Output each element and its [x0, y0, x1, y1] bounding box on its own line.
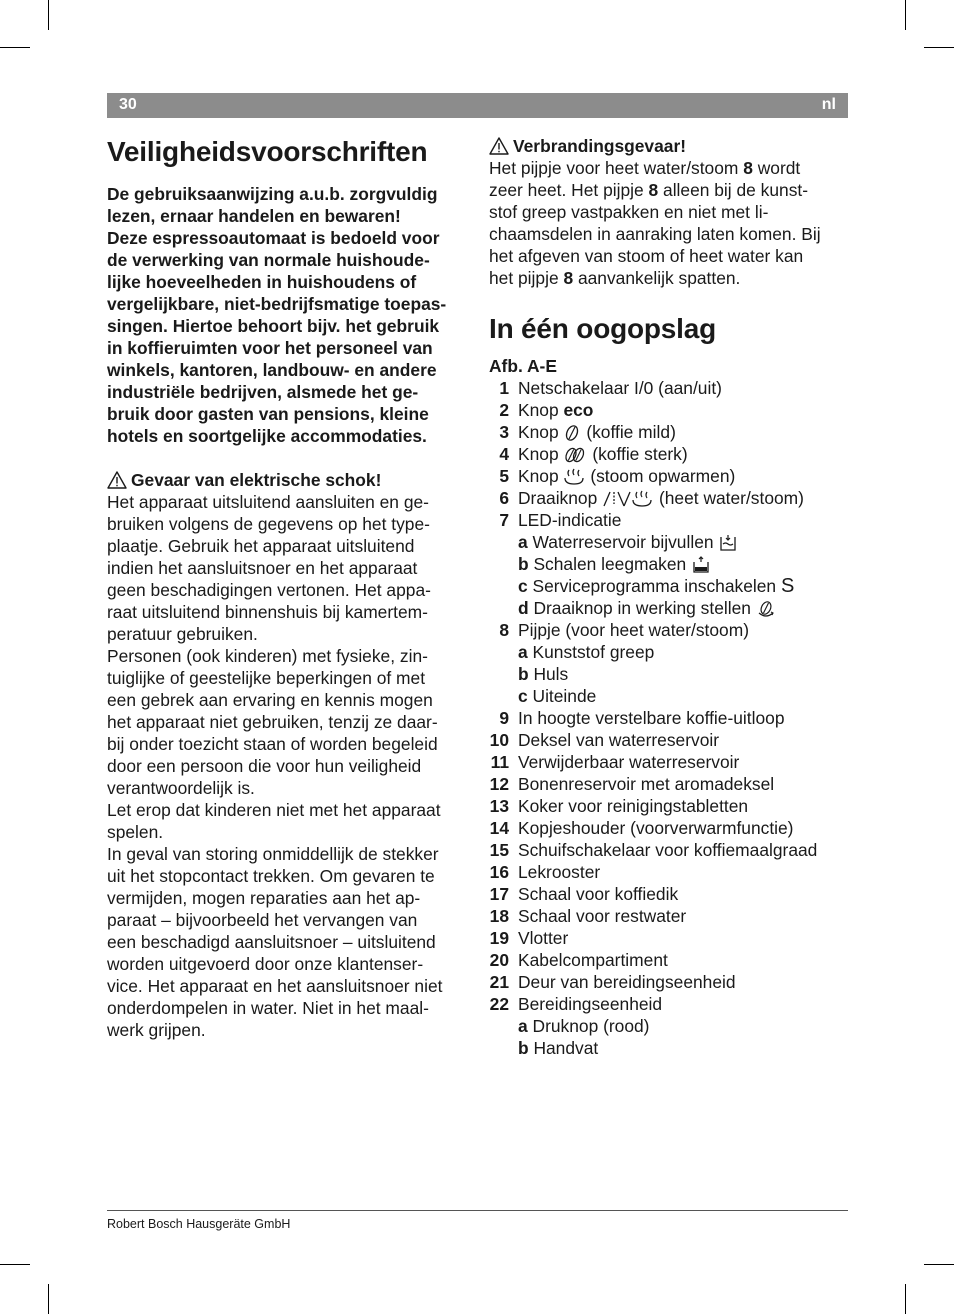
crop-mark	[0, 47, 30, 48]
page-number: 30	[119, 96, 137, 113]
warning-triangle-icon	[489, 137, 509, 155]
crop-mark	[924, 47, 954, 48]
text-line: singen. Hiertoe behoort bijv. het gebruik	[107, 316, 440, 336]
list-subitem: a Waterreservoir bijvullen	[489, 531, 849, 553]
text-line: verantwoordelijk is.	[107, 778, 255, 798]
figure-reference: Afb. A-E	[489, 356, 557, 376]
text-line: onderdompelen in water. Niet in het maal-	[107, 998, 429, 1018]
section-title: In één oogopslag	[489, 313, 717, 344]
list-item: 17 Schaal voor koffiedik	[489, 884, 679, 904]
list-subitem: c Uiteinde	[518, 686, 597, 706]
list-item: 16 Lekrooster	[489, 862, 601, 882]
list-item: 19 Vlotter	[489, 928, 569, 948]
crop-mark	[905, 0, 906, 30]
list-item: 6 Draaiknop (heet water/stoom)	[499, 488, 804, 508]
text-line: een beschadigd aansluitsnoer – uitsluitend	[107, 932, 436, 952]
text-line: vermijden, mogen reparaties aan het ap-	[107, 888, 421, 908]
list-subitem: b Schalen leegmaken	[489, 553, 849, 575]
text-line: plaatje. Gebruik het apparaat uitsluitend	[107, 536, 415, 556]
list-item: 20 Kabelcompartiment	[489, 950, 668, 970]
text-line: Deze espressoautomaat is bedoeld voor	[107, 228, 440, 248]
list-item: 21 Deur van bereidingseenheid	[489, 972, 736, 992]
coffee-bean-icon	[563, 424, 581, 442]
text-line: vergelijkbare, niet-bedrijfsmatige toepas-	[107, 294, 447, 314]
list-item: 9 In hoogte verstelbare koffie-uitloop	[499, 708, 785, 728]
fill-water-tank-icon	[718, 534, 738, 552]
text-line: bruik door gasten van pensions, kleine	[107, 404, 429, 424]
list-item: 13 Koker voor reinigingstabletten	[489, 796, 749, 816]
parts-list	[489, 377, 849, 1059]
text-line: raat uitsluitend binnenshuis bij kamertem-	[107, 602, 428, 622]
text-line: In geval van storing onmiddellijk de stekker	[107, 844, 439, 864]
crop-mark	[905, 1284, 906, 1314]
list-item: 1 Netschakelaar I/0 (aan/uit)	[499, 378, 722, 398]
text-line: chaamsdelen in aanraking laten komen. Bij	[489, 224, 821, 244]
list-item: 4 Knop (koffie sterk)	[499, 444, 688, 464]
double-coffee-bean-icon	[563, 446, 587, 464]
text-line: door een persoon die voor hun veiligheid	[107, 756, 422, 776]
text-line: in koffieruimten voor het personeel van	[107, 338, 433, 358]
text-line: geen beschadigingen vertonen. Het appa-	[107, 580, 431, 600]
list-subitem: d Draaiknop in werking stellen	[489, 597, 849, 619]
text-line: stof greep vastpakken en niet met li-	[489, 202, 769, 222]
crop-mark	[48, 0, 49, 30]
electric-warning-heading: Gevaar van elektrische schok!	[107, 469, 469, 491]
text-line: hotels en soortgelijke accommodaties.	[107, 426, 427, 446]
text-line: peratuur gebruiken.	[107, 624, 258, 644]
list-subitem: b Huls	[518, 664, 569, 684]
steam-icon	[563, 468, 585, 486]
safety-body-text	[107, 491, 469, 1041]
list-item: 22 Bereidingseenheid	[489, 994, 663, 1014]
list-item: 2 Knop eco	[499, 400, 594, 420]
text-line: Personen (ook kinderen) met fysieke, zin-	[107, 646, 428, 666]
crop-mark	[924, 1264, 954, 1265]
page-title: Veiligheidsvoorschriften	[107, 136, 428, 167]
list-subitem: a Kunststof greep	[518, 642, 655, 662]
list-subitem: a Druknop (rood)	[518, 1016, 650, 1036]
intro-text	[107, 183, 469, 447]
empty-tray-icon	[691, 556, 711, 574]
language-code: nl	[821, 96, 836, 113]
text-line: lezen, ernaar handelen en bewaren!	[107, 206, 401, 226]
text-line: winkels, kantoren, landbouw- en andere	[107, 360, 437, 380]
service-s-icon: S	[780, 575, 795, 597]
text-line: zeer heet. Het pijpje 8 alleen bij de kunst-	[489, 180, 809, 200]
text-line: het apparaat niet gebruiken, tenzij ze daar-	[107, 712, 438, 732]
footer-company: Robert Bosch Hausgeräte GmbH	[107, 1217, 291, 1231]
text-line: tuiglijke of geestelijke beperkingen of met	[107, 668, 426, 688]
text-line: paraat – bijvoorbeeld het vervangen van	[107, 910, 418, 930]
text-line: uit het stopcontact trekken. Om gevaren te	[107, 866, 435, 886]
crop-mark	[48, 1284, 49, 1314]
page-header	[107, 93, 848, 118]
text-line: industriële bedrijven, alsmede het ge-	[107, 382, 419, 402]
left-column	[107, 135, 469, 1041]
list-item: 18 Schaal voor restwater	[489, 906, 687, 926]
text-line: Let erop dat kinderen niet met het apparaat	[107, 800, 441, 820]
list-item: 14 Kopjeshouder (voorverwarmfunctie)	[489, 818, 794, 838]
text-line: werk grijpen.	[107, 1020, 206, 1040]
text-line: worden uitgevoerd door onze klantenser-	[107, 954, 424, 974]
list-item: 7 LED-indicatie	[499, 510, 622, 530]
burn-warning-heading: Verbrandingsgevaar!	[489, 135, 849, 157]
text-line: spelen.	[107, 822, 164, 842]
list-item: 11 Verwijderbaar waterreservoir	[490, 752, 740, 772]
list-item: 3 Knop (koffie mild)	[499, 422, 676, 442]
list-item: 12 Bonenreservoir met aromadeksel	[489, 774, 775, 794]
text-line: bruiken volgens de gegevens op het type-	[107, 514, 430, 534]
list-item: 10 Deksel van waterreservoir	[489, 730, 720, 750]
text-line: het afgeven van stoom of heet water kan	[489, 246, 804, 266]
text-line: de verwerking van normale huishoude-	[107, 250, 430, 270]
hot-water-steam-dial-icon	[602, 490, 654, 508]
text-line: De gebruiksaanwijzing a.u.b. zorgvuldig	[107, 184, 438, 204]
warning-triangle-icon	[107, 471, 127, 489]
footer-divider	[107, 1210, 848, 1211]
text-line: Het apparaat uitsluitend aansluiten en ge-	[107, 492, 429, 512]
list-subitem: c Serviceprogramma inschakelen S	[518, 575, 795, 597]
list-item: 5 Knop (stoom opwarmen)	[499, 466, 736, 486]
text-line: vice. Het apparaat en het aansluitsnoer niet	[107, 976, 443, 996]
right-column	[489, 135, 849, 1059]
text-line: Het pijpje voor heet water/stoom 8 wordt	[489, 158, 801, 178]
text-line: bij onder toezicht staan of worden begeleid	[107, 734, 438, 754]
text-line: het pijpje 8 aanvankelijk spatten.	[489, 268, 741, 288]
text-line: een gebrek aan ervaring en kennis mogen	[107, 690, 433, 710]
list-item: 8 Pijpje (voor heet water/stoom)	[499, 620, 750, 640]
crop-mark	[0, 1264, 30, 1265]
burn-warning-text	[489, 157, 849, 289]
text-line: lijke hoeveelheden in huishoudens of	[107, 272, 417, 292]
text-line: indien het aansluitsnoer en het apparaat	[107, 558, 418, 578]
dial-operate-icon	[756, 600, 776, 618]
list-subitem: b Handvat	[518, 1038, 599, 1058]
list-item: 15 Schuifschakelaar voor koffiemaalgraad	[489, 840, 818, 860]
